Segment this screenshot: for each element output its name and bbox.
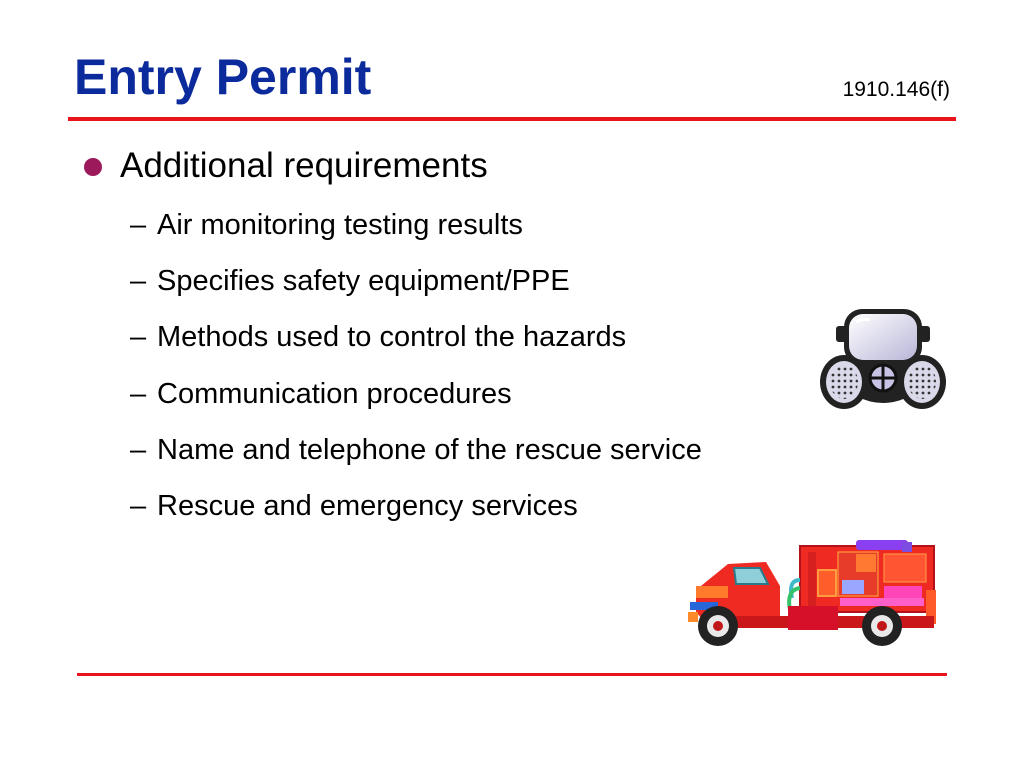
list-item (130, 489, 702, 545)
list-item (130, 320, 702, 376)
regulation-reference: 1910.146(f) (842, 78, 950, 101)
list-item-text: Name and telephone of the rescue service (157, 433, 702, 466)
list-item (130, 377, 702, 433)
list-item (130, 433, 702, 489)
sub-bullet-list (130, 208, 702, 545)
list-item-text: Air monitoring testing results (157, 209, 523, 241)
bullet-dot-icon (84, 158, 102, 176)
list-item-text: Communication procedures (157, 377, 512, 410)
dash-icon: – (130, 433, 147, 466)
dash-icon: – (130, 265, 147, 298)
main-bullet-text: Additional requirements (120, 146, 488, 185)
footer-divider (77, 673, 947, 676)
gas-mask-icon (818, 306, 948, 412)
dash-icon: – (130, 321, 147, 354)
dash-icon: – (130, 209, 147, 241)
list-item (130, 264, 702, 320)
list-item (130, 208, 702, 264)
list-item-text: Specifies safety equipment/PPE (157, 265, 570, 298)
slide-title: Entry Permit (74, 49, 372, 105)
dash-icon: – (130, 489, 147, 522)
main-bullet (84, 148, 488, 183)
list-item-text: Methods used to control the hazards (157, 321, 627, 354)
list-item-text: Rescue and emergency services (157, 489, 578, 522)
title-divider (68, 117, 956, 121)
dash-icon: – (130, 377, 147, 410)
rescue-truck-icon (688, 540, 942, 650)
